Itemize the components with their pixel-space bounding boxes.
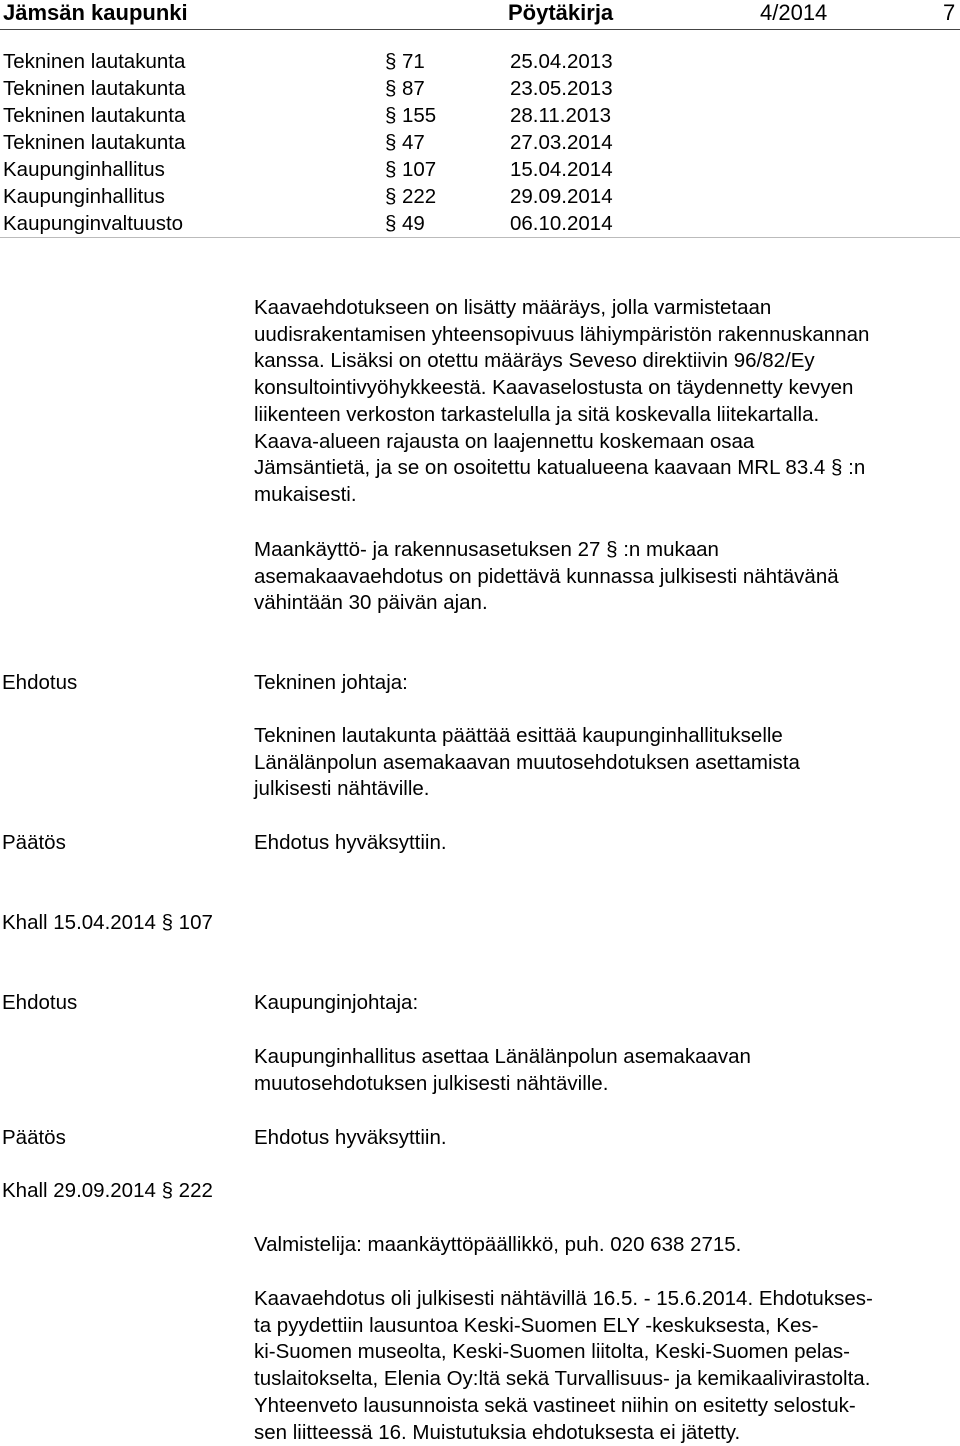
header-divider: [0, 29, 960, 30]
history-date: 15.04.2014: [510, 158, 613, 181]
section-sign: §: [385, 50, 397, 73]
khall-reference: Khall 15.04.2014 § 107: [2, 911, 213, 934]
proposal-label: Ehdotus: [2, 991, 78, 1014]
proposer: Tekninen johtaja:: [254, 671, 408, 694]
law-paragraph: Maankäyttö- ja rakennusasetuksen 27 § :n mukaan asemakaavaehdotus on pidettävä kunnassa julkisesti nähtävänä vähintään 30 päivän ajan.: [254, 538, 839, 615]
khall-text: Kaavaehdotus oli julkisesti nähtävillä 16.5. - 15.6.2014. Ehdotukses- ta pyydettiin lausuntoa Keski-Suomen ELY -keskuksesta, Kes- ki-Suomen museolta, Keski-Suomen liitolta, Keski-Suomen pelas- tuslaitokselta, Elenia Oy:ltä sekä Turvallisuus- ja kemikaalivirastolta. Yhteenveto lausunnoista sekä vastineet niihin on esitetty selostuk- sen liitteessä 16. Muistutuksia ehdotuksesta ei jätetty.: [254, 1287, 873, 1444]
section-sign: §: [385, 104, 397, 127]
history-date: 23.05.2013: [510, 77, 613, 100]
history-date: 25.04.2013: [510, 50, 613, 73]
history-number: 71: [402, 50, 425, 73]
decision-text: Ehdotus hyväksyttiin.: [254, 1126, 447, 1149]
history-body: Tekninen lautakunta: [3, 104, 186, 127]
history-number: 155: [402, 104, 437, 127]
khall-reference: Khall 29.09.2014 § 222: [2, 1179, 213, 1202]
proposer: Kaupunginjohtaja:: [254, 991, 419, 1014]
section-sign: §: [385, 185, 397, 208]
history-date: 29.09.2014: [510, 185, 613, 208]
preparer-line: Valmistelija: maankäyttöpäällikkö, puh. 020 638 2715.: [254, 1233, 742, 1256]
issue-number: 4/2014: [760, 0, 828, 25]
decision-label: Päätös: [2, 1126, 66, 1149]
section-sign: §: [385, 77, 397, 100]
history-number: 107: [402, 158, 437, 181]
decision-label: Päätös: [2, 831, 66, 854]
decision-text: Ehdotus hyväksyttiin.: [254, 831, 447, 854]
history-body: Tekninen lautakunta: [3, 77, 186, 100]
history-body: Tekninen lautakunta: [3, 50, 186, 73]
organization-name: Jämsän kaupunki: [3, 0, 188, 25]
intro-paragraph: Kaavaehdotukseen on lisätty määräys, jolla varmistetaan uudisrakentamisen yhteensopivuus lähiympäristön rakennuskannan kanssa. Lisäksi on otettu määräys Seveso direktiivin 96/82/Ey konsultointivyöhykkeestä. Kaavaselostusta on täydennetty kevyen liikenteen verkoston tarkastelulla ja sitä koskevalla liitekartalla. Kaava-alueen rajausta on laajennettu koskemaan osaa Jämsäntietä, ja se on osoitettu katualueena kaavaan MRL 83.4 § :n mukaisesti.: [254, 296, 870, 506]
section-sign: §: [385, 212, 397, 235]
section-sign: §: [385, 158, 397, 181]
history-divider: [0, 237, 960, 238]
history-number: 49: [402, 212, 425, 235]
history-date: 06.10.2014: [510, 212, 613, 235]
history-date: 28.11.2013: [510, 104, 612, 127]
history-body: Tekninen lautakunta: [3, 131, 186, 154]
history-number: 87: [402, 77, 425, 100]
proposal-label: Ehdotus: [2, 671, 78, 694]
history-number: 47: [402, 131, 425, 154]
history-body: Kaupunginhallitus: [3, 185, 165, 208]
proposal-text: Tekninen lautakunta päättää esittää kaupunginhallitukselle Länälänpolun asemakaavan muutosehdotuksen asettamista julkisesti nähtäville.: [254, 724, 800, 801]
page-number: 7: [943, 0, 956, 25]
history-body: Kaupunginhallitus: [3, 158, 165, 181]
section-sign: §: [385, 131, 397, 154]
history-date: 27.03.2014: [510, 131, 613, 154]
history-body: Kaupunginvaltuusto: [3, 212, 184, 235]
proposal-text: Kaupunginhallitus asettaa Länälänpolun asemakaavan muutosehdotuksen julkisesti nähtäville.: [254, 1045, 751, 1095]
document-type: Pöytäkirja: [508, 0, 614, 25]
history-number: 222: [402, 185, 437, 208]
